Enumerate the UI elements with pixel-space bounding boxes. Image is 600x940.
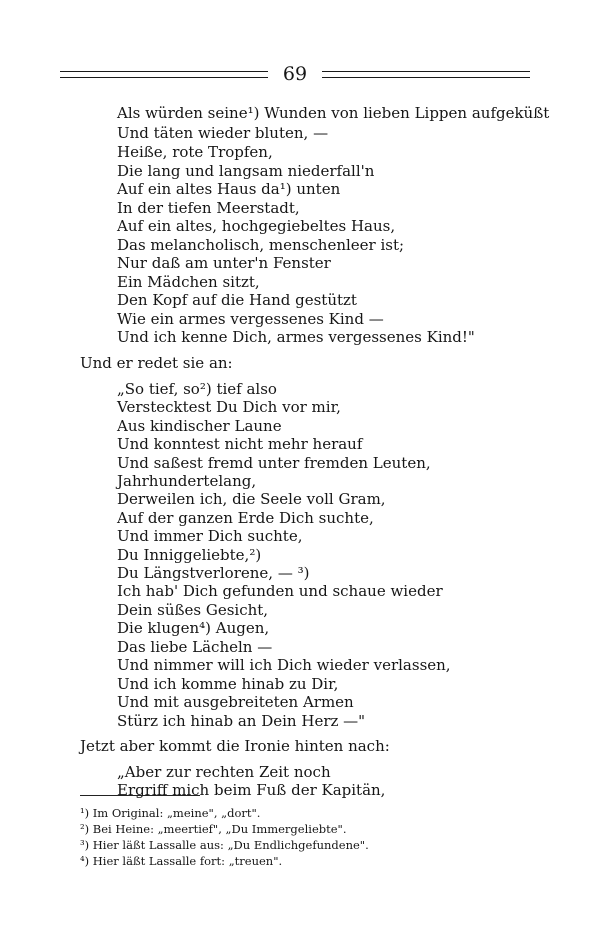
page-header <box>60 62 530 86</box>
poem-line: Wie ein armes vergessenes Kind — <box>117 310 384 328</box>
poem-line: Auf der ganzen Erde Dich suchte, <box>117 509 374 527</box>
prose-line: Jetzt aber kommt die Ironie hinten nach: <box>80 737 390 755</box>
poem-line: Stürz ich hinab an Dein Herz —" <box>117 712 366 730</box>
footnote: ¹) Im Original: „meine", „dort". <box>80 806 261 820</box>
page-number: 69 <box>282 63 308 85</box>
poem-line: Das liebe Lächeln — <box>117 638 273 656</box>
poem-line: Auf ein altes Haus da¹) unten <box>117 180 341 198</box>
poem-line: Dein süßes Gesicht, <box>117 601 269 619</box>
footnote-rule <box>80 795 200 796</box>
poem-line: Und täten wieder bluten, — <box>117 124 329 142</box>
poem-line: Und konntest nicht mehr herauf <box>117 435 363 453</box>
poem-line: Auf ein altes, hochgegiebeltes Haus, <box>117 217 396 235</box>
header-rule-right <box>322 71 530 78</box>
poem-line: Verstecktest Du Dich vor mir, <box>117 398 341 416</box>
footnote: ³) Hier läßt Lassalle aus: „Du Endlichgefundene". <box>80 838 369 852</box>
poem-line: Ich hab' Dich gefunden und schaue wieder <box>117 582 443 600</box>
poem-line: Nur daß am unter'n Fenster <box>117 254 331 272</box>
poem-line: Du Inniggeliebte,²) <box>117 546 262 564</box>
poem-line: Ein Mädchen sitzt, <box>117 273 260 291</box>
poem-line: Und mit ausgebreiteten Armen <box>117 693 354 711</box>
poem-line: Heiße, rote Tropfen, <box>117 143 273 161</box>
poem-line: Das melancholisch, menschenleer ist; <box>117 236 405 254</box>
poem-line: Und ich komme hinab zu Dir, <box>117 675 339 693</box>
prose-line: Und er redet sie an: <box>80 354 233 372</box>
poem-line: „So tief, so²) tief also <box>117 380 277 398</box>
poem-line: Die lang und langsam niederfall'n <box>117 162 375 180</box>
poem-line: Du Längstverlorene, — ³) <box>117 564 310 582</box>
poem-line: Ergriff mich beim Fuß der Kapitän, <box>117 781 386 799</box>
poem-line: Und immer Dich suchte, <box>117 527 303 545</box>
poem-line: Die klugen⁴) Augen, <box>117 619 270 637</box>
poem-line: Und saßest fremd unter fremden Leuten, <box>117 454 431 472</box>
poem-line: Jahrhundertelang, <box>117 472 257 490</box>
poem-line: Und nimmer will ich Dich wieder verlassen, <box>117 656 451 674</box>
poem-line: „Aber zur rechten Zeit noch <box>117 763 331 781</box>
poem-line: Den Kopf auf die Hand gestützt <box>117 291 357 309</box>
poem-line: In der tiefen Meerstadt, <box>117 199 300 217</box>
poem-line: Derweilen ich, die Seele voll Gram, <box>117 490 386 508</box>
poem-line: Als würden seine¹) Wunden von lieben Lippen aufgeküßt <box>117 104 550 122</box>
footnote: ⁴) Hier läßt Lassalle fort: „treuen". <box>80 854 283 868</box>
footnote: ²) Bei Heine: „meertief", „Du Immergeliebte". <box>80 822 347 836</box>
header-rule-left <box>60 71 268 78</box>
poem-line: Aus kindischer Laune <box>117 417 282 435</box>
poem-line: Und ich kenne Dich, armes vergessenes Kind!" <box>117 328 475 346</box>
